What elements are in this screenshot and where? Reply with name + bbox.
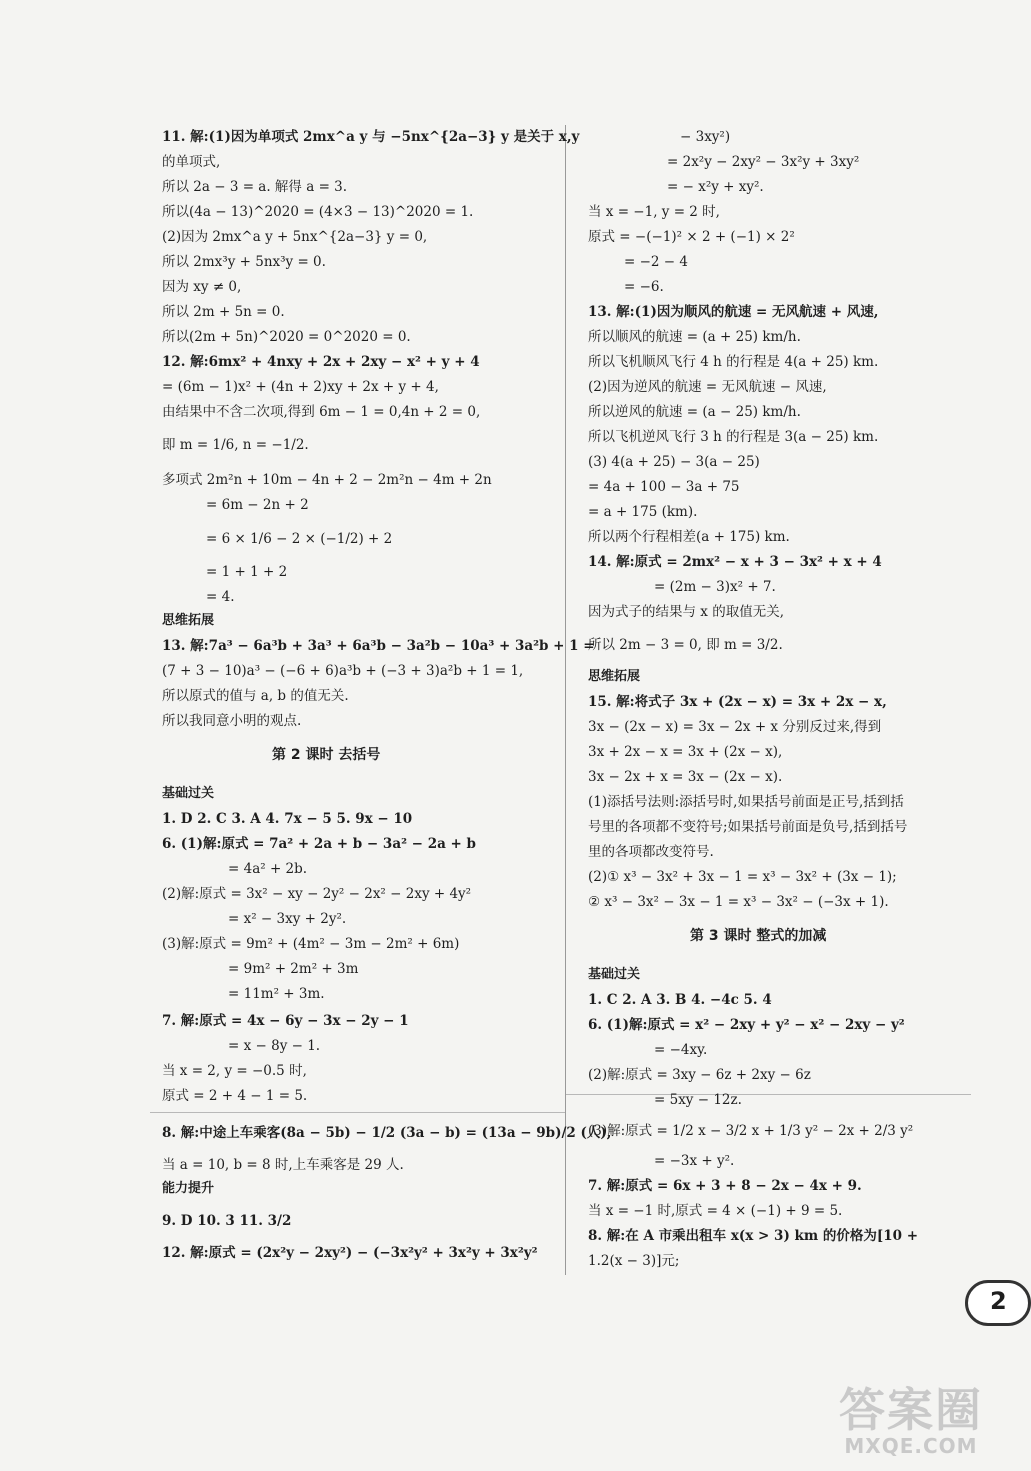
text-line: 号里的各项都不变符号;如果括号前面是负号,括到括号 (588, 819, 908, 835)
text-line: 所以飞机逆风飞行 3 h 的行程是 3(a − 25) km. (588, 429, 879, 445)
text-line: 的单项式, (162, 154, 221, 170)
text-line: 由结果中不含二次项,得到 6m − 1 = 0,4n + 2 = 0, (162, 404, 481, 420)
text-line: 所以(2m + 5n)^2020 = 0^2020 = 0. (162, 329, 411, 345)
text-line: ② x³ − 3x² − 3x − 1 = x³ − 3x² − (−3x + 1). (588, 894, 889, 910)
text-line: 所以逆风的航速 = (a − 25) km/h. (588, 404, 801, 420)
text-line: 3x − (2x − x) = 3x − 2x + x 分别反过来,得到 (588, 719, 882, 735)
text-line: (7 + 3 − 10)a³ − (−6 + 6)a³b + (−3 + 3)a²b + 1 = 1, (162, 663, 524, 679)
text-line: = −3x + y². (654, 1153, 735, 1169)
section-heading: 思维拓展 (162, 613, 215, 628)
text-line: = 6m − 2n + 2 (206, 497, 309, 513)
text-line: 当 x = 2, y = −0.5 时, (162, 1063, 307, 1079)
text-line: = −4xy. (654, 1042, 708, 1058)
left-divider-rule (150, 1112, 565, 1113)
lesson-title: 第 2 课时 去括号 (272, 747, 381, 763)
text-line: = − x²y + xy². (667, 179, 764, 195)
text-line: 13. 解:7a³ − 6a³b + 3a³ + 6a³b − 3a²b − 10a³ + 3a²b + 1 = (162, 638, 595, 654)
text-line: 9. D 10. 3 11. 3/2 (162, 1213, 292, 1229)
text-line: 因为 xy ≠ 0, (162, 279, 242, 295)
text-line: 所以顺风的航速 = (a + 25) km/h. (588, 329, 801, 345)
section-heading: 基础过关 (162, 786, 215, 801)
text-line: = x² − 3xy + 2y². (228, 911, 347, 927)
text-line: 当 x = −1, y = 2 时, (588, 204, 720, 220)
text-line: 即 m = 1/6, n = −1/2. (162, 437, 309, 453)
text-line: (2)因为逆风的航速 = 无风航速 − 风速, (588, 379, 827, 395)
text-line: 所以(4a − 13)^2020 = (4×3 − 13)^2020 = 1. (162, 204, 474, 220)
text-line: 1. C 2. A 3. B 4. −4c 5. 4 (588, 992, 772, 1008)
text-line: = x − 8y − 1. (228, 1038, 321, 1054)
text-line: (2)① x³ − 3x² + 3x − 1 = x³ − 3x² + (3x − 1); (588, 869, 897, 885)
text-line: = 5xy − 12z. (654, 1092, 742, 1108)
section-heading: 基础过关 (588, 967, 641, 982)
right-divider-rule (566, 1094, 971, 1095)
text-line: − 3xy²) (680, 129, 731, 145)
text-line: (1)添括号法则:添括号时,如果括号前面是正号,括到括 (588, 794, 904, 810)
text-line: = 4a² + 2b. (228, 861, 308, 877)
section-heading: 思维拓展 (588, 669, 641, 684)
text-line: = (6m − 1)x² + (4n + 2)xy + 2x + y + 4, (162, 379, 439, 395)
text-line: (3) 4(a + 25) − 3(a − 25) (588, 454, 760, 470)
text-line: = 2x²y − 2xy² − 3x²y + 3xy² (667, 154, 860, 170)
watermark (826, 1385, 996, 1465)
text-line: = 11m² + 3m. (228, 986, 325, 1002)
text-line: 因为式子的结果与 x 的取值无关, (588, 604, 784, 620)
text-line: = (2m − 3)x² + 7. (654, 579, 776, 595)
text-line: 6. (1)解:原式 = x² − 2xy + y² − x² − 2xy − y² (588, 1017, 905, 1033)
text-line: 8. 解:在 A 市乘出租车 x(x > 3) km 的价格为[10 + (588, 1228, 919, 1244)
text-line: (2)解:原式 = 3xy − 6z + 2xy − 6z (588, 1067, 811, 1083)
text-line: 所以原式的值与 a, b 的值无关. (162, 688, 349, 704)
column-divider (565, 125, 566, 1275)
text-line: 所以我同意小明的观点. (162, 713, 302, 729)
text-line: 7. 解:原式 = 4x − 6y − 3x − 2y − 1 (162, 1013, 409, 1029)
text-line: = 4a + 100 − 3a + 75 (588, 479, 740, 495)
text-line: 当 x = −1 时,原式 = 4 × (−1) + 9 = 5. (588, 1203, 843, 1219)
text-line: 3x − 2x + x = 3x − (2x − x). (588, 769, 783, 785)
text-line: (2)因为 2mx^a y + 5nx^{2a−3} y = 0, (162, 229, 428, 245)
text-line: 12. 解:原式 = (2x²y − 2xy²) − (−3x²y² + 3x²y + 3x²y² (162, 1245, 538, 1261)
text-line: = 4. (206, 589, 235, 605)
section-heading: 能力提升 (162, 1181, 215, 1196)
text-line: 所以 2a − 3 = a. 解得 a = 3. (162, 179, 348, 195)
text-line: 15. 解:将式子 3x + (2x − x) = 3x + 2x − x, (588, 694, 887, 710)
lesson-title: 第 3 课时 整式的加减 (690, 928, 827, 944)
text-line: 所以飞机顺风飞行 4 h 的行程是 4(a + 25) km. (588, 354, 879, 370)
text-line: 所以 2mx³y + 5nx³y = 0. (162, 254, 326, 270)
text-line: 1.2(x − 3)]元; (588, 1253, 680, 1269)
text-line: 里的各项都改变符号. (588, 844, 714, 860)
watermark-url: MXQE.COM (844, 1434, 978, 1458)
text-line: = a + 175 (km). (588, 504, 698, 520)
text-line: 8. 解:中途上车乘客(8a − 5b) − 1/2 (3a − b) = (13a − 9b)/2 (人), (162, 1125, 612, 1141)
text-line: = −6. (624, 279, 664, 295)
text-line: 12. 解:6mx² + 4nxy + 2x + 2xy − x² + y + 4 (162, 354, 480, 370)
text-line: 7. 解:原式 = 6x + 3 + 8 − 2x − 4x + 9. (588, 1178, 862, 1194)
text-line: 11. 解:(1)因为单项式 2mx^a y 与 −5nx^{2a−3} y 是关于 x,y (162, 129, 580, 145)
text-line: 原式 = 2 + 4 − 1 = 5. (162, 1088, 308, 1104)
text-line: 所以 2m + 5n = 0. (162, 304, 285, 320)
text-line: = −2 − 4 (624, 254, 688, 270)
page-number-tab (965, 1280, 1031, 1326)
text-line: 1. D 2. C 3. A 4. 7x − 5 5. 9x − 10 (162, 811, 413, 827)
text-line: = 6 × 1/6 − 2 × (−1/2) + 2 (206, 531, 393, 547)
text-line: 所以两个行程相差(a + 175) km. (588, 529, 790, 545)
page-number: 2 (990, 1287, 1007, 1315)
text-line: 14. 解:原式 = 2mx² − x + 3 − 3x² + x + 4 (588, 554, 882, 570)
watermark-logo: 答案圈 (839, 1383, 983, 1437)
text-line: 所以 2m − 3 = 0, 即 m = 3/2. (588, 637, 783, 653)
text-line: 原式 = −(−1)² × 2 + (−1) × 2² (588, 229, 795, 245)
text-line: (2)解:原式 = 3x² − xy − 2y² − 2x² − 2xy + 4y² (162, 886, 472, 902)
text-line: 多项式 2m²n + 10m − 4n + 2 − 2m²n − 4m + 2n (162, 472, 492, 488)
text-line: 6. (1)解:原式 = 7a² + 2a + b − 3a² − 2a + b (162, 836, 476, 852)
text-line: (3)解:原式 = 9m² + (4m² − 3m − 2m² + 6m) (162, 936, 460, 952)
text-line: (3)解:原式 = 1/2 x − 3/2 x + 1/3 y² − 2x + 2/3 y² (588, 1123, 914, 1139)
text-line: = 9m² + 2m² + 3m (228, 961, 359, 977)
text-line: 当 a = 10, b = 8 时,上车乘客是 29 人. (162, 1157, 404, 1173)
text-line: 13. 解:(1)因为顺风的航速 = 无风航速 + 风速, (588, 304, 879, 320)
text-line: = 1 + 1 + 2 (206, 564, 288, 580)
text-line: 3x + 2x − x = 3x + (2x − x), (588, 744, 783, 760)
